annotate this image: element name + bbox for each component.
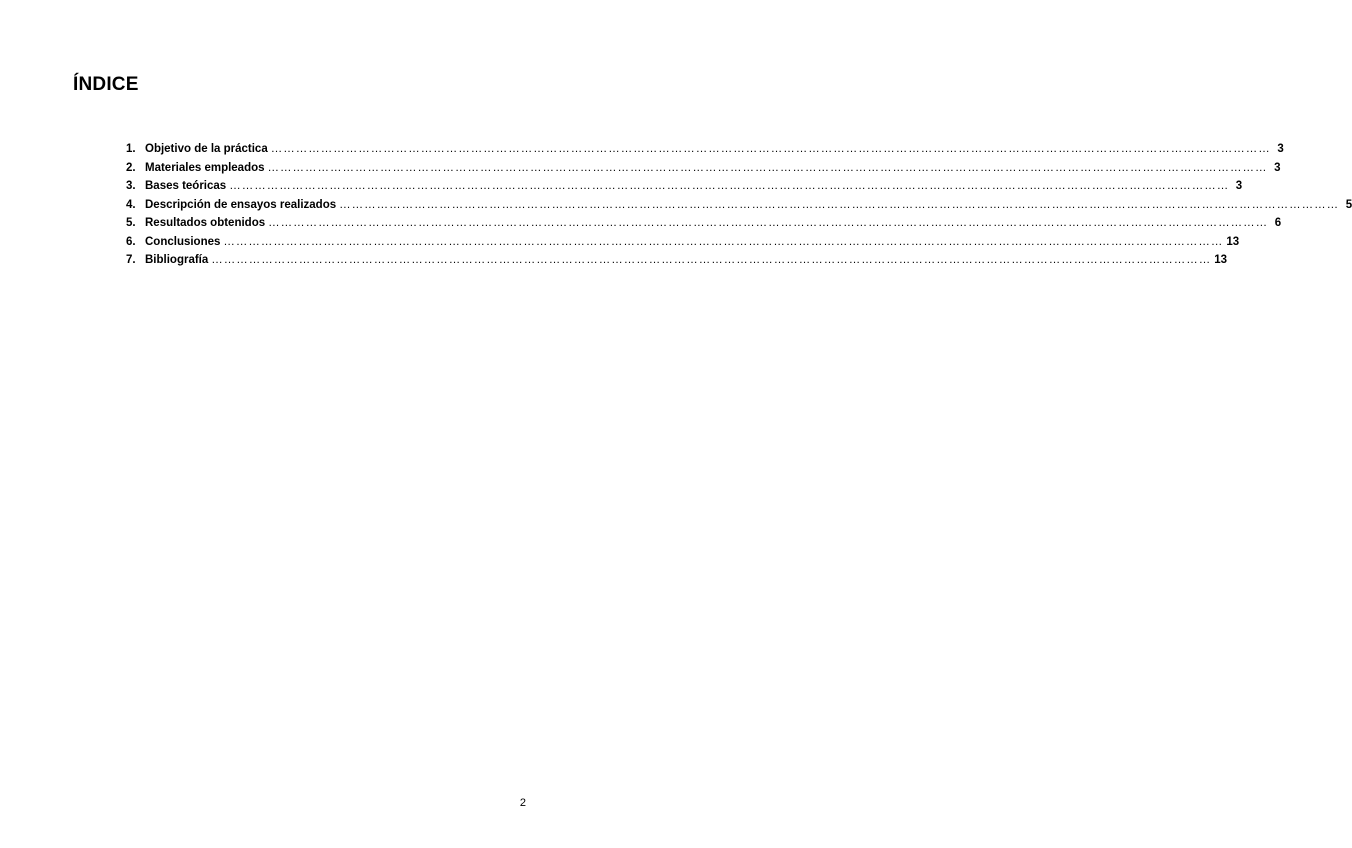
toc-entry-title: Objetivo de la práctica: [145, 143, 268, 155]
toc-entry-page: 3: [1274, 161, 1281, 174]
page-title: ÍNDICE: [73, 74, 139, 95]
toc-entry-title: Resultados obtenidos: [145, 217, 266, 229]
toc-entry-page: 13: [1226, 235, 1240, 248]
toc-entry-title: Descripción de ensayos realizados: [145, 198, 337, 211]
toc-entry-number: 2.: [126, 161, 136, 174]
toc-entry-page: 3: [1235, 180, 1243, 192]
toc-entry-title: Bibliografía: [145, 254, 209, 266]
toc-entry-title: Materiales empleados: [145, 161, 265, 174]
toc-entry-page: 3: [1277, 143, 1284, 155]
toc-entry-number: 5.: [126, 217, 136, 229]
toc-entry-page: 6: [1274, 217, 1282, 229]
toc-entry-title: Bases teóricas: [145, 180, 227, 192]
toc-leader-dots: ……………………………………………………………………………………………………………………………………………………………………………………………………………………: [268, 217, 1269, 229]
toc-entry-number: 3.: [126, 180, 136, 192]
toc-entry: [126, 254, 1228, 273]
toc-leader-dots: ……………………………………………………………………………………………………………………………………………………………………………………………………………………: [211, 254, 1212, 266]
toc-entry: [126, 217, 1282, 236]
toc-leader-dots: ……………………………………………………………………………………………………………………………………………………………………………………………………………………: [223, 235, 1224, 248]
toc-entry: [126, 198, 1352, 218]
toc-entry-page: 13: [1214, 254, 1228, 266]
toc-entry: [126, 180, 1243, 199]
toc-leader-dots: ……………………………………………………………………………………………………………………………………………………………………………………………………………………: [339, 198, 1340, 211]
toc-entry-page: 5: [1345, 198, 1352, 211]
toc-entry: [126, 143, 1284, 162]
toc-entry-title: Conclusiones: [145, 235, 221, 248]
toc-entry-number: 4.: [126, 198, 136, 211]
toc-entry-number: 1.: [126, 143, 136, 155]
toc-entry: [126, 161, 1281, 181]
toc-leader-dots: ……………………………………………………………………………………………………………………………………………………………………………………………………………………: [270, 143, 1271, 155]
toc-entry-number: 6.: [126, 235, 136, 248]
toc-entry: [126, 235, 1240, 255]
table-of-contents: [126, 143, 1352, 273]
toc-leader-dots: ……………………………………………………………………………………………………………………………………………………………………………………………………………………: [267, 161, 1268, 174]
toc-leader-dots: ……………………………………………………………………………………………………………………………………………………………………………………………………………………: [229, 180, 1230, 192]
page-number: 2: [519, 797, 526, 809]
toc-entry-number: 7.: [126, 254, 136, 266]
